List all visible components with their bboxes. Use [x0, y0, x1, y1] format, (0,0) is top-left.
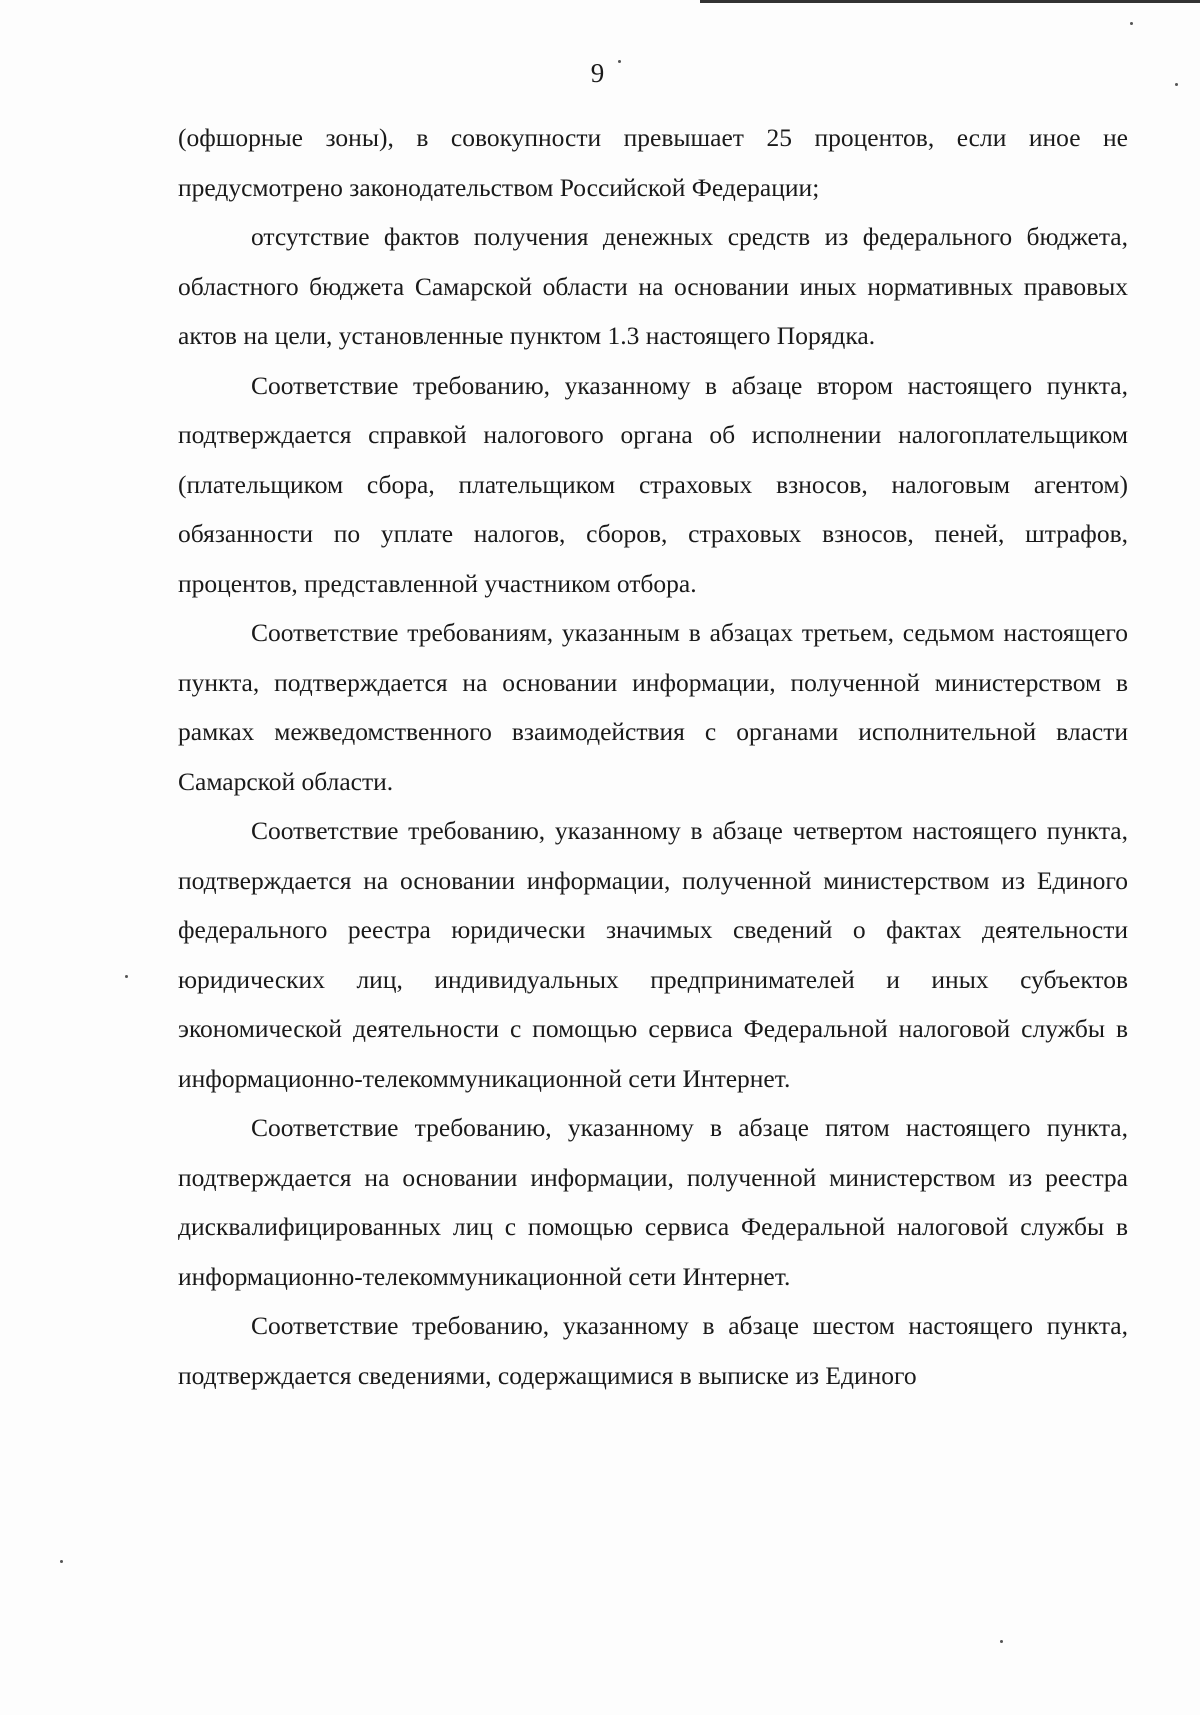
- scan-speck: [1175, 83, 1178, 86]
- paragraph-4: Соответствие требованиям, указанным в абзацах третьем, седьмом настоящего пункта, подтверждается на основании информации, полученной министерством в рамках межведомственного взаимодействия с органами исполнительной власти Самарской области.: [178, 618, 1128, 796]
- scan-speck: [60, 1560, 63, 1563]
- scan-speck: [1000, 1640, 1003, 1643]
- paragraph-6: Соответствие требованию, указанному в абзаце пятом настоящего пункта, подтверждается на основании информации, полученной министерством из реестра дисквалифицированных лиц с помощью сервиса Федеральной налоговой службы в информационно-телекоммуникационной сети Интернет.: [178, 1113, 1128, 1291]
- document-body: [178, 113, 1128, 1400]
- paragraph-1: (офшорные зоны), в совокупности превышает 25 процентов, если иное не предусмотрено законодательством Российской Федерации;: [178, 123, 1128, 202]
- scan-speck: [1130, 22, 1133, 25]
- page-number: 9: [590, 58, 605, 88]
- paragraph-3: Соответствие требованию, указанному в абзаце втором настоящего пункта, подтверждается справкой налогового органа об исполнении налогоплательщиком (плательщиком сбора, плательщиком страховых взносов, налоговым агентом) обязанности по уплате налогов, сборов, страховых взносов, пеней, штрафов, процентов, представленной участником отбора.: [178, 370, 1128, 598]
- paragraph-2: отсутствие фактов получения денежных средств из федерального бюджета, областного бюджета Самарской области на основании иных нормативных правовых актов на цели, установленные пунктом 1.3 настоящего Порядка.: [178, 222, 1128, 350]
- scan-speck: [125, 975, 128, 978]
- paragraph-5: Соответствие требованию, указанному в абзаце четвертом настоящего пункта, подтверждается на основании информации, полученной министерством из Единого федерального реестра юридически значимых сведений о фактах деятельности юридических лиц, индивидуальных предпринимателей и иных субъектов экономической деятельности с помощью сервиса Федеральной налоговой службы в информационно-телекоммуникационной сети Интернет.: [178, 816, 1128, 1093]
- paragraph-7: Соответствие требованию, указанному в абзаце шестом настоящего пункта, подтверждается сведениями, содержащимися в выписке из Единого: [178, 1311, 1128, 1390]
- top-border-line: [700, 0, 1200, 3]
- scan-speck: [618, 60, 621, 63]
